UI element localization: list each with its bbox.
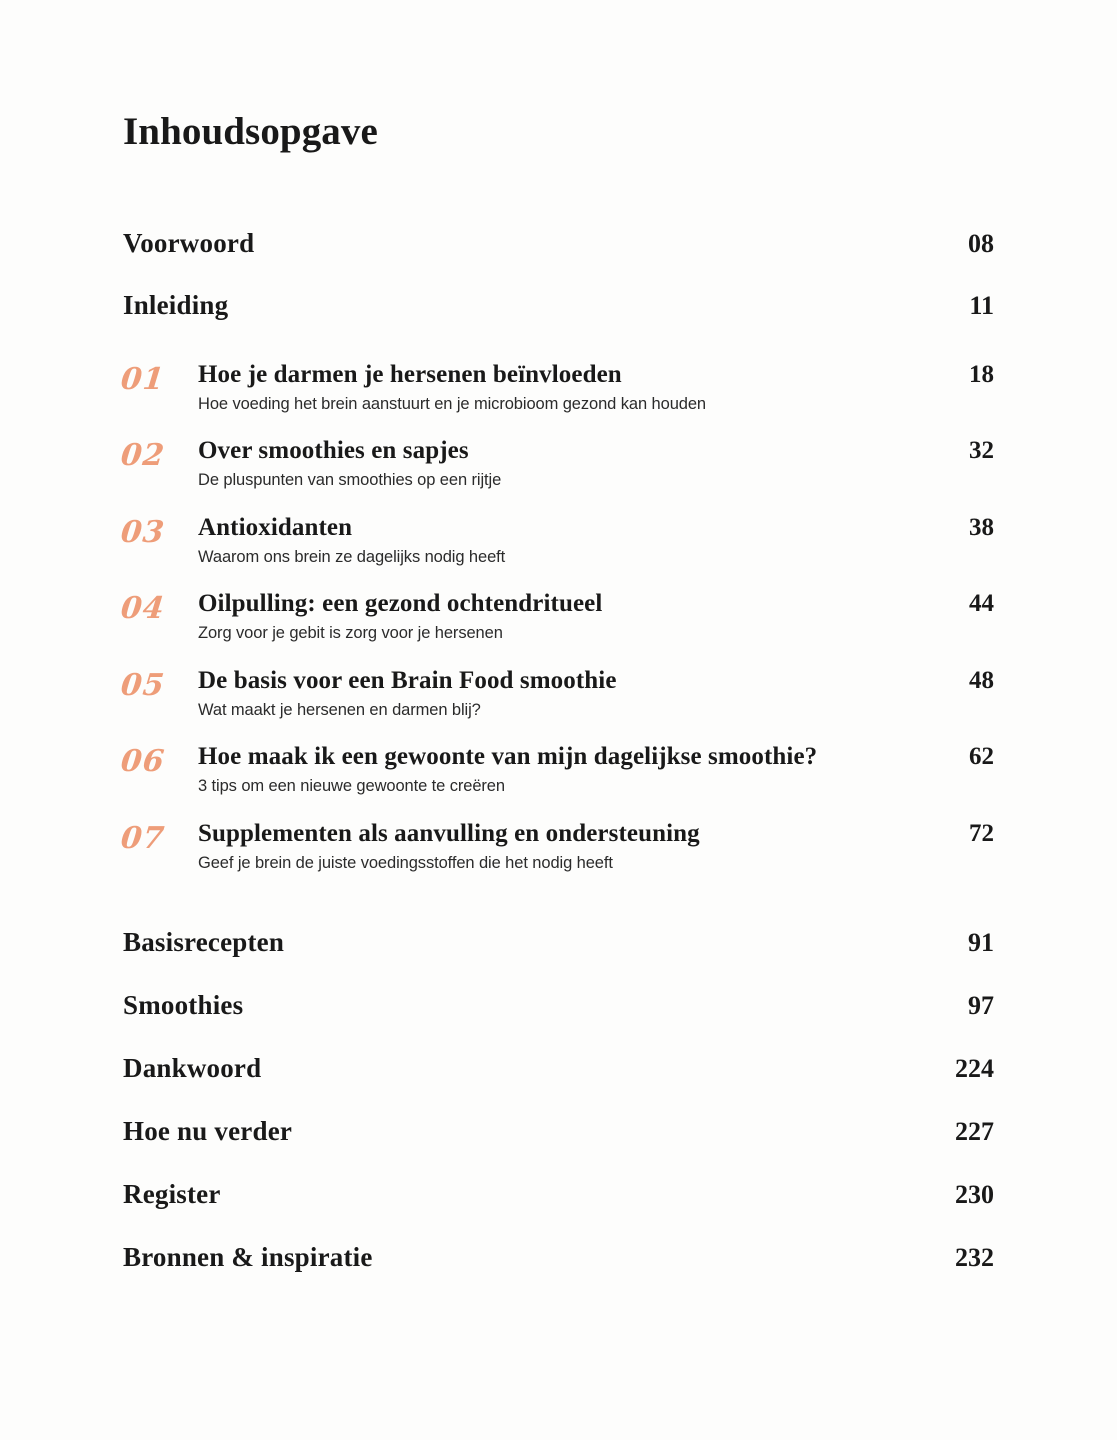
chapter-page-number: 48 bbox=[969, 666, 994, 694]
toc-chapter-04[interactable] bbox=[119, 590, 994, 644]
chapter-number: 05 bbox=[119, 667, 167, 703]
chapter-subtitle: Geef je brein de juiste voedingsstoffen die het nodig heeft bbox=[198, 853, 613, 872]
page-title: Inhoudsopgave bbox=[123, 110, 378, 153]
toc-entry-register[interactable] bbox=[123, 1181, 994, 1208]
chapter-subtitle: 3 tips om een nieuwe gewoonte te creëren bbox=[198, 777, 505, 796]
chapter-title: Supplementen als aanvulling en ondersteuning bbox=[198, 819, 700, 847]
toc-entry-page-number: 230 bbox=[955, 1180, 994, 1209]
toc-entry-label: Register bbox=[123, 1179, 221, 1209]
chapter-subtitle: De pluspunten van smoothies op een rijtje bbox=[198, 471, 502, 490]
toc-entry-page-number: 227 bbox=[955, 1117, 994, 1146]
chapter-body bbox=[198, 820, 994, 874]
toc-entry-page-number: 11 bbox=[969, 290, 994, 320]
toc-entry-inleiding[interactable] bbox=[123, 289, 994, 320]
chapter-title: Oilpulling: een gezond ochtendritueel bbox=[198, 590, 603, 618]
chapter-page-number: 32 bbox=[969, 437, 994, 465]
toc-chapter-02[interactable] bbox=[119, 437, 994, 491]
chapter-number: 01 bbox=[119, 361, 167, 397]
toc-entry-voorwoord[interactable] bbox=[123, 227, 994, 258]
toc-entry-basisrecepten[interactable] bbox=[123, 929, 994, 956]
chapter-page-number: 62 bbox=[969, 743, 994, 771]
toc-chapter-01[interactable] bbox=[119, 360, 994, 415]
chapter-head bbox=[198, 667, 994, 695]
toc-chapter-05[interactable] bbox=[119, 666, 994, 721]
chapter-number: 03 bbox=[119, 514, 167, 550]
chapter-subtitle: Waarom ons brein ze dagelijks nodig heeft bbox=[198, 547, 506, 566]
chapter-head bbox=[198, 590, 994, 618]
front-matter-list bbox=[123, 227, 994, 320]
toc-entry-smoothies[interactable] bbox=[123, 992, 994, 1019]
toc-entry-dankwoord[interactable] bbox=[123, 1055, 994, 1082]
toc-entry-label: Smoothies bbox=[123, 990, 244, 1020]
chapter-number: 06 bbox=[119, 744, 167, 780]
chapter-body bbox=[198, 437, 994, 491]
toc-entry-page-number: 91 bbox=[968, 928, 994, 957]
chapter-title: Antioxidanten bbox=[198, 513, 353, 541]
back-matter-list bbox=[123, 929, 994, 1271]
chapter-title: Hoe je darmen je hersenen beïnvloeden bbox=[198, 360, 622, 388]
chapter-number: 07 bbox=[119, 820, 167, 856]
toc-entry-label: Bronnen & inspiratie bbox=[123, 1242, 373, 1272]
chapter-body bbox=[198, 590, 994, 644]
chapter-number: 04 bbox=[119, 591, 167, 627]
chapter-title: Over smoothies en sapjes bbox=[198, 437, 469, 465]
chapter-head bbox=[198, 437, 994, 465]
chapter-title: Hoe maak ik een gewoonte van mijn dagelijkse smoothie? bbox=[198, 743, 818, 771]
chapter-head bbox=[198, 743, 994, 771]
chapter-title: De basis voor een Brain Food smoothie bbox=[198, 666, 617, 694]
chapter-subtitle: Wat maakt je hersenen en darmen blij? bbox=[198, 700, 481, 719]
toc-chapter-03[interactable] bbox=[119, 513, 994, 568]
toc-entry-bronnen-inspiratie[interactable] bbox=[123, 1244, 994, 1271]
toc-entry-label: Voorwoord bbox=[123, 227, 255, 258]
toc-content bbox=[119, 0, 994, 1272]
chapter-number: 02 bbox=[119, 438, 167, 474]
toc-entry-label: Dankwoord bbox=[123, 1053, 262, 1083]
toc-entry-page-number: 08 bbox=[968, 228, 994, 258]
chapter-head bbox=[198, 514, 994, 542]
chapter-page-number: 38 bbox=[969, 513, 994, 541]
toc-entry-hoe-nu-verder[interactable] bbox=[123, 1118, 994, 1145]
toc-entry-page-number: 232 bbox=[955, 1243, 994, 1272]
toc-entry-page-number: 224 bbox=[955, 1054, 994, 1083]
chapter-body bbox=[198, 743, 994, 797]
toc-entry-label: Inleiding bbox=[123, 289, 229, 320]
chapter-page-number: 18 bbox=[969, 360, 994, 388]
chapter-body bbox=[198, 361, 994, 415]
chapter-page-number: 44 bbox=[969, 590, 994, 618]
toc-entry-label: Basisrecepten bbox=[123, 927, 285, 957]
chapter-subtitle: Zorg voor je gebit is zorg voor je hersenen bbox=[198, 624, 503, 643]
chapter-head bbox=[198, 820, 994, 848]
chapter-list bbox=[119, 360, 994, 874]
chapter-page-number: 72 bbox=[969, 819, 994, 847]
toc-entry-page-number: 97 bbox=[968, 991, 994, 1020]
toc-entry-label: Hoe nu verder bbox=[123, 1116, 293, 1146]
toc-chapter-07[interactable] bbox=[119, 819, 994, 874]
chapter-body bbox=[198, 514, 994, 568]
chapter-body bbox=[198, 667, 994, 721]
chapter-head bbox=[198, 361, 994, 389]
toc-chapter-06[interactable] bbox=[119, 743, 994, 797]
chapter-subtitle: Hoe voeding het brein aanstuurt en je microbioom gezond kan houden bbox=[198, 394, 706, 413]
